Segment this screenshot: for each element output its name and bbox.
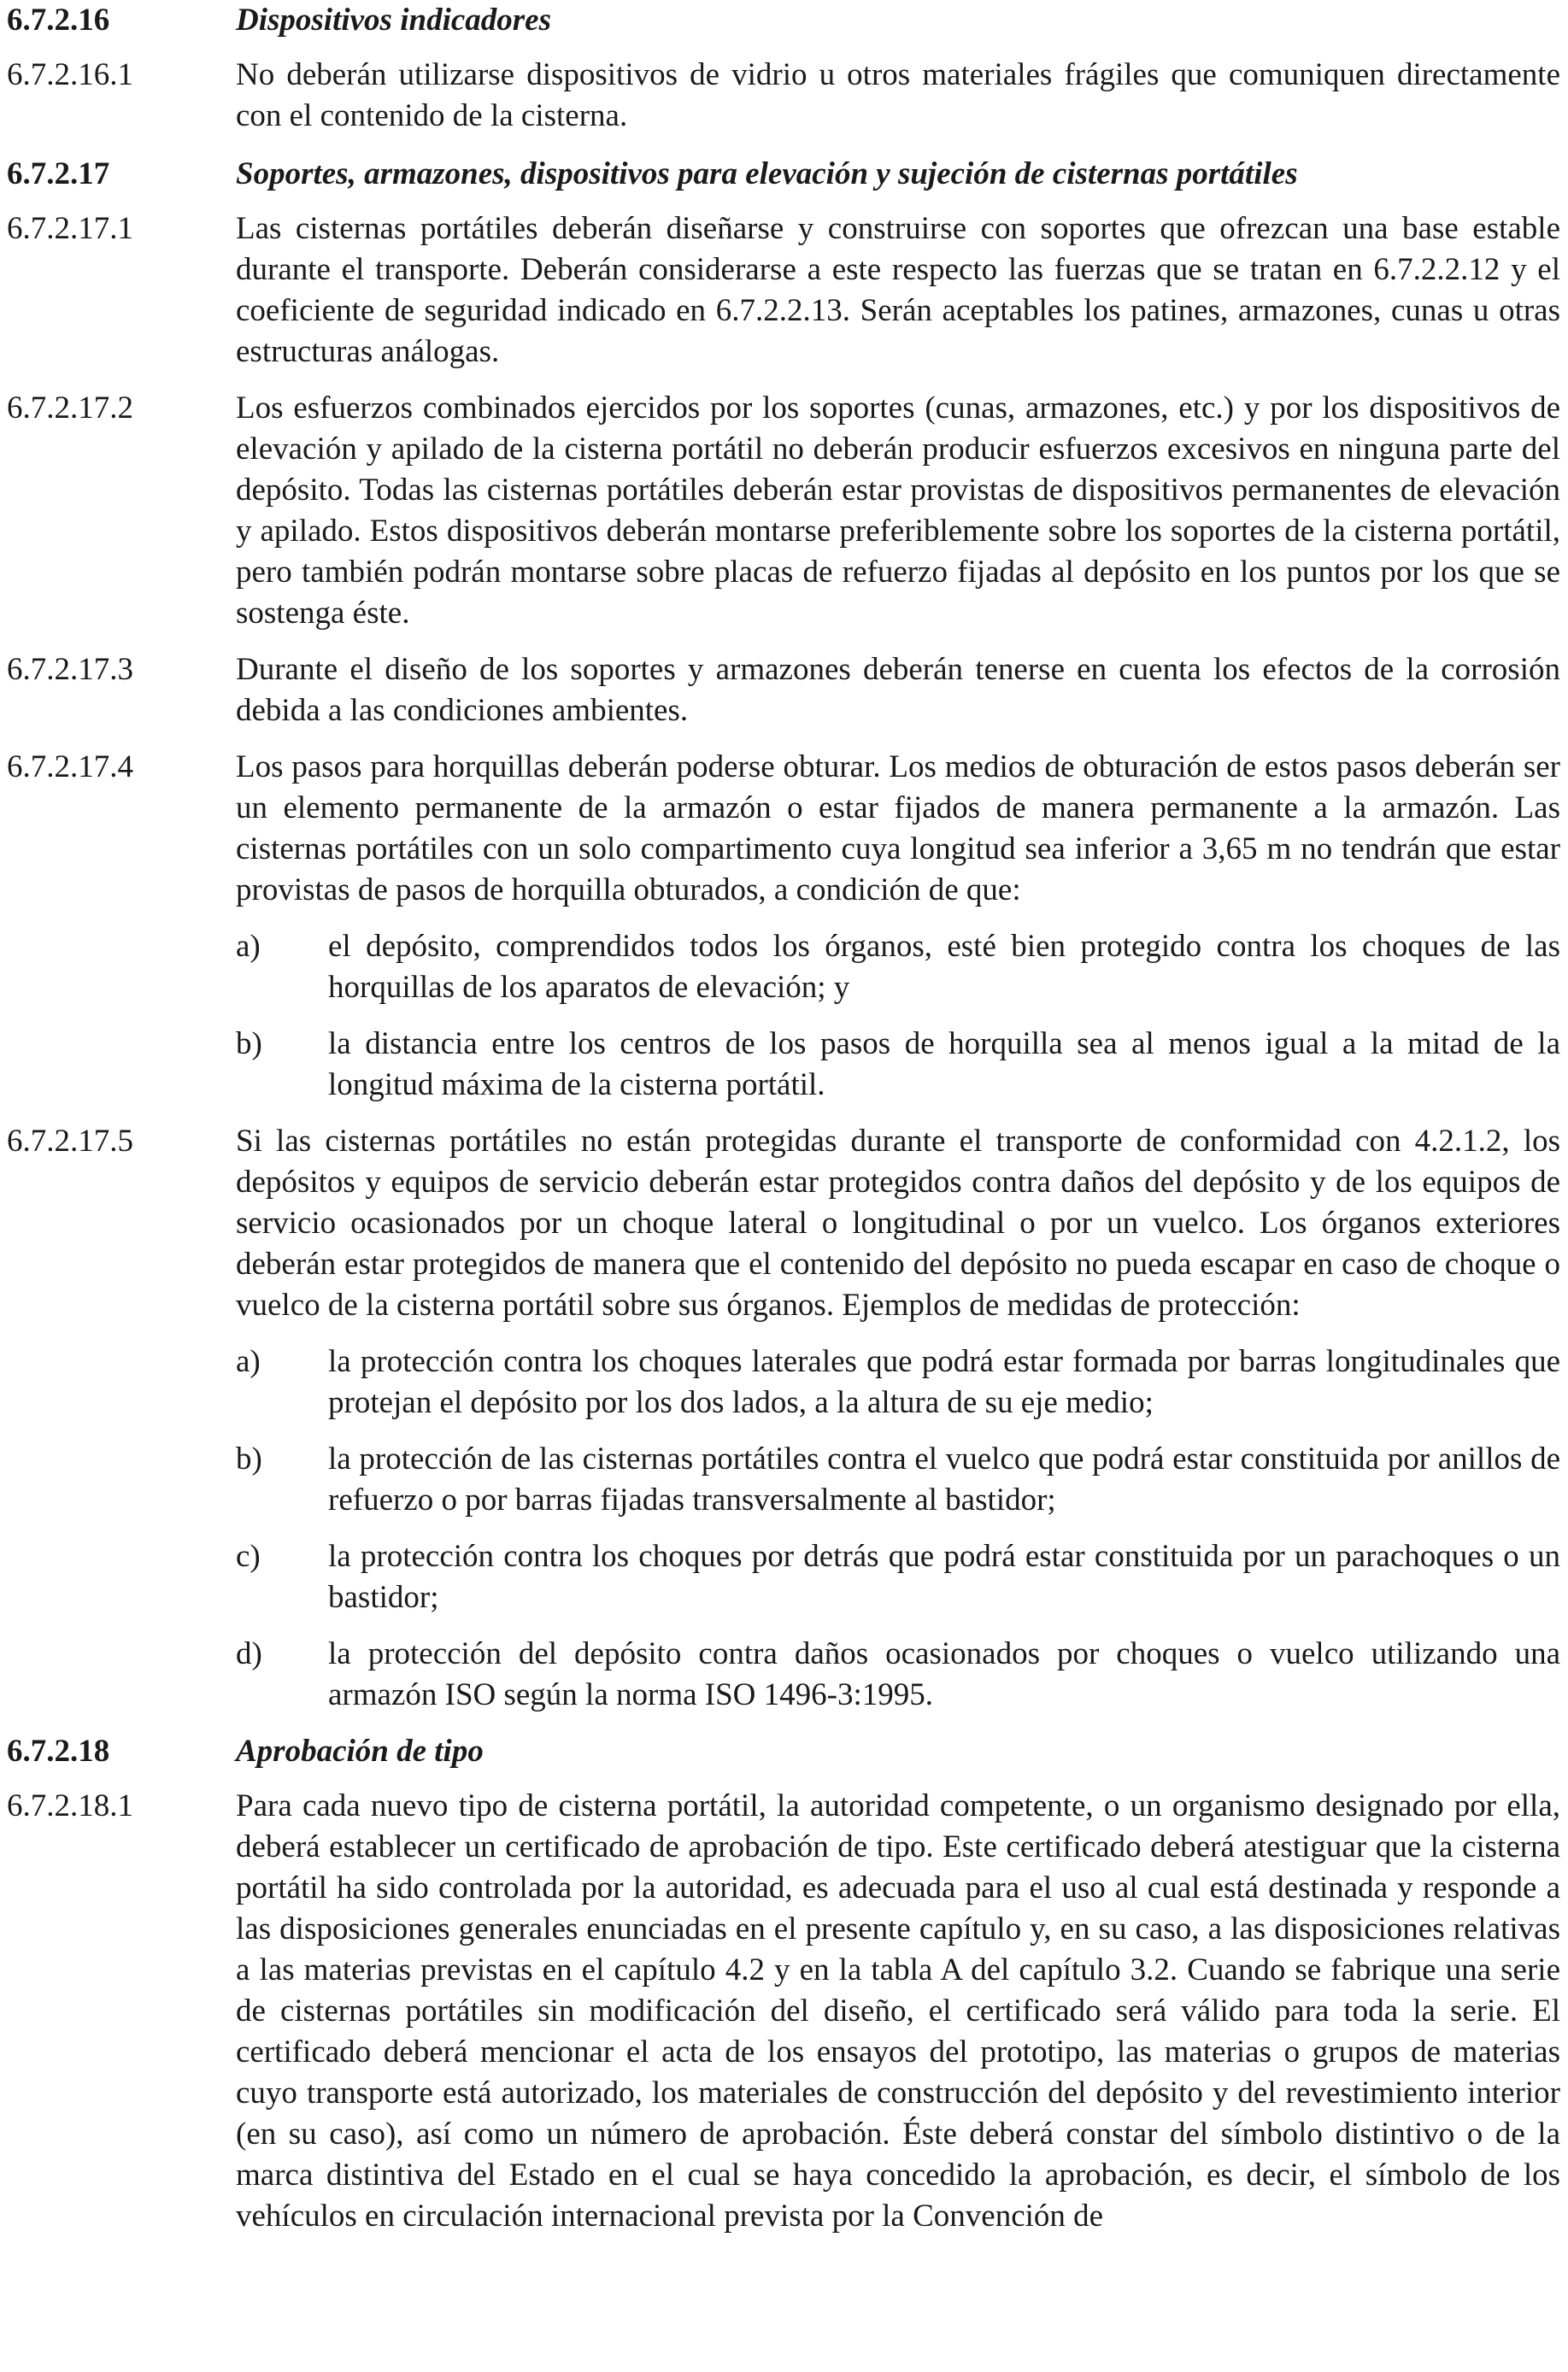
paragraph-6-7-2-17-3	[7, 649, 1568, 731]
list-item-b	[236, 1439, 1568, 1521]
list-item-letter: b)	[236, 1441, 262, 1477]
paragraph-6-7-2-16-1	[7, 55, 1568, 137]
paragraph-text: Si las cisternas portátiles no están protegidas durante el transporte de conformidad con 4.2.1.2, los depósitos y equipos de servicio deberán estar protegidos contra daños del depósito y de los equipos de servicio ocasionados por un choque lateral o longitudinal o por un vuelco. Los órganos exteriores deberán estar protegidos de manera que el contenido del depósito no pueda escapar en caso de choque o vuelco de la cisterna portátil sobre sus órganos. Ejemplos de medidas de protección:	[236, 1124, 1560, 1323]
section-title: Soportes, armazones, dispositivos para elevación y sujeción de cisternas portátiles	[236, 156, 1298, 191]
list-item-letter: b)	[236, 1026, 262, 1061]
list-item-a	[236, 926, 1568, 1008]
paragraph-6-7-2-17-5	[7, 1121, 1568, 1326]
list-item-text: la protección del depósito contra daños ocasionados por choques o vuelco utilizando una armazón ISO según la norma ISO 1496-3:1995.	[328, 1636, 1560, 1712]
paragraph-number: 6.7.2.17.5	[7, 1124, 133, 1159]
section-title: Aprobación de tipo	[236, 1734, 484, 1769]
paragraph-number: 6.7.2.17.1	[7, 211, 133, 246]
list-item-c	[236, 1536, 1568, 1618]
paragraph-text: Durante el diseño de los soportes y armazones deberán tenerse en cuenta los efectos de la corrosión debida a las condiciones ambientes.	[236, 652, 1560, 728]
section-title: Dispositivos indicadores	[236, 3, 551, 38]
section-heading-6-7-2-18	[7, 1731, 1568, 1772]
paragraph-number: 6.7.2.18.1	[7, 1788, 133, 1823]
list-item-text: la distancia entre los centros de los pasos de horquilla sea al menos igual a la mitad de la longitud máxima de la cisterna portátil.	[328, 1026, 1560, 1102]
section-number: 6.7.2.16	[7, 3, 110, 38]
section-number: 6.7.2.17	[7, 156, 110, 191]
paragraph-number: 6.7.2.17.2	[7, 390, 133, 426]
list-item-b	[236, 1024, 1568, 1106]
paragraph-number: 6.7.2.17.3	[7, 652, 133, 687]
list-item-letter: a)	[236, 1344, 261, 1379]
paragraph-number: 6.7.2.17.4	[7, 749, 133, 784]
section-number: 6.7.2.18	[7, 1734, 110, 1769]
paragraph-text: Para cada nuevo tipo de cisterna portátil, la autoridad competente, o un organismo designado por ella, deberá establecer un certificado de aprobación de tipo. Este certificado deberá atestiguar que la cisterna portátil ha sido controlada por la autoridad, es adecuada para el uso al cual está destinada y responde a las disposiciones generales enunciadas en el presente capítulo y, en su caso, a las disposiciones relativas a las materias previstas en el capítulo 4.2 y en la tabla A del capítulo 3.2. Cuando se fabrique una serie de cisternas portátiles sin modificación del diseño, el certificado será válido para toda la serie. El certificado deberá mencionar el acta de los ensayos del prototipo, las materias o grupos de materias cuyo transporte está autorizado, los materiales de construcción del depósito y del revestimiento interior (en su caso), así como un número de aprobación. Éste deberá constar del símbolo distintivo o de la marca distintiva del Estado en el cual se haya concedido la aprobación, es decir, el símbolo de los vehículos en circulación internacional prevista por la Convención de	[236, 1788, 1560, 2234]
paragraph-6-7-2-17-2	[7, 388, 1568, 634]
list-item-text: el depósito, comprendidos todos los órganos, esté bien protegido contra los choques de las horquillas de los aparatos de elevación; y	[328, 929, 1560, 1005]
section-heading-6-7-2-16	[7, 0, 1568, 41]
paragraph-text: Los esfuerzos combinados ejercidos por los soportes (cunas, armazones, etc.) y por los dispositivos de elevación y apilado de la cisterna portátil no deberán producir esfuerzos excesivos en ninguna parte del depósito. Todas las cisternas portátiles deberán estar provistas de dispositivos permanentes de elevación y apilado. Estos dispositivos deberán montarse preferiblemente sobre los soportes de la cisterna portátil, pero también podrán montarse sobre placas de refuerzo fijadas al depósito en los puntos por los que se sostenga éste.	[236, 390, 1560, 631]
list-item-letter: d)	[236, 1636, 262, 1671]
list-item-d	[236, 1634, 1568, 1716]
list-item-text: la protección de las cisternas portátiles contra el vuelco que podrá estar constituida por anillos de refuerzo o por barras fijadas transversalmente al bastidor;	[328, 1441, 1560, 1518]
paragraph-number: 6.7.2.16.1	[7, 57, 133, 92]
list-item-letter: a)	[236, 929, 261, 964]
paragraph-6-7-2-18-1	[7, 1786, 1568, 2237]
list-item-letter: c)	[236, 1539, 261, 1574]
list-item-text: la protección contra los choques laterales que podrá estar formada por barras longitudinales que protejan el depósito por los dos lados, a la altura de su eje medio;	[328, 1344, 1560, 1420]
paragraph-6-7-2-17-1	[7, 208, 1568, 373]
section-heading-6-7-2-17	[7, 154, 1568, 195]
list-item-text: la protección contra los choques por detrás que podrá estar constituida por un parachoques o un bastidor;	[328, 1539, 1560, 1615]
list-item-a	[236, 1342, 1568, 1424]
paragraph-text: Los pasos para horquillas deberán poderse obturar. Los medios de obturación de estos pasos deberán ser un elemento permanente de la armazón o estar fijados de manera permanente a la armazón. Las cisternas portátiles con un solo compartimento cuya longitud sea inferior a 3,65 m no tendrán que estar provistas de pasos de horquilla obturados, a condición de que:	[236, 749, 1560, 907]
paragraph-6-7-2-17-4	[7, 747, 1568, 911]
paragraph-text: No deberán utilizarse dispositivos de vidrio u otros materiales frágiles que comuniquen directamente con el contenido de la cisterna.	[236, 57, 1560, 133]
paragraph-text: Las cisternas portátiles deberán diseñarse y construirse con soportes que ofrezcan una base estable durante el transporte. Deberán considerarse a este respecto las fuerzas que se tratan en 6.7.2.2.12 y el coeficiente de seguridad indicado en 6.7.2.2.13. Serán aceptables los patines, armazones, cunas u otras estructuras análogas.	[236, 211, 1560, 369]
